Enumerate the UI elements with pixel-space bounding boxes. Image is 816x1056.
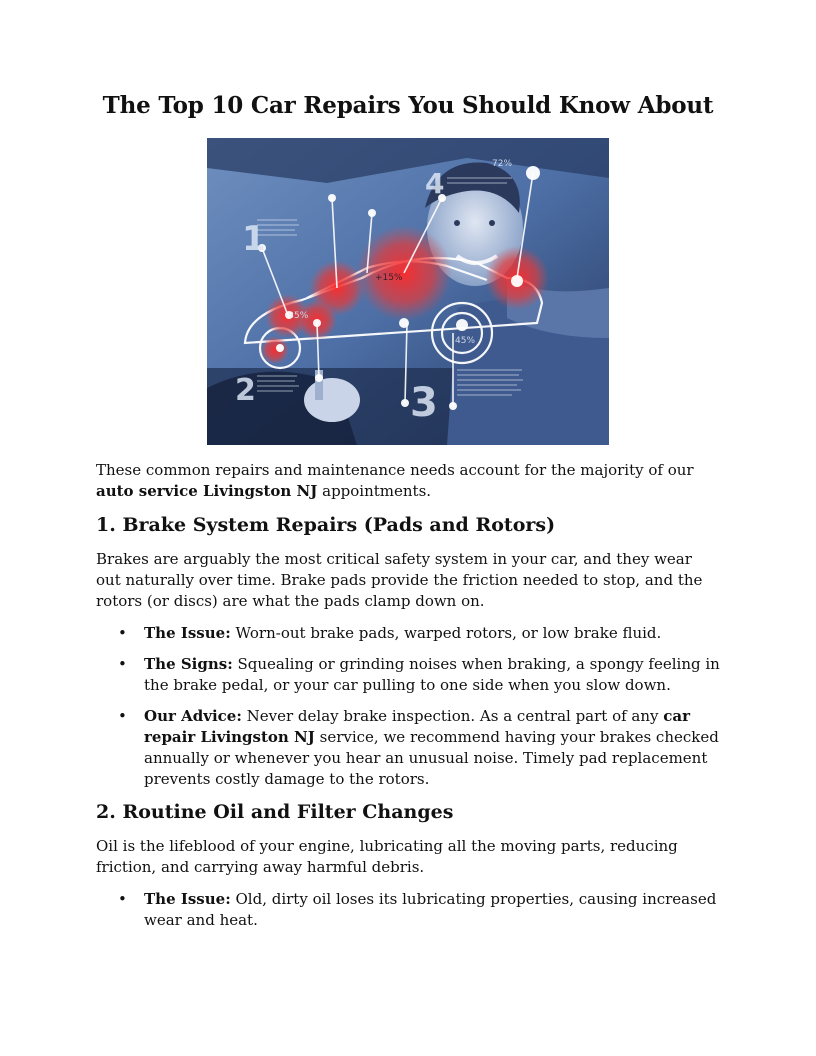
bullet-text: Never delay brake inspection. As a central part of any <box>241 707 664 725</box>
section-heading-brakes: 1. Brake System Repairs (Pads and Rotors) <box>96 514 556 536</box>
list-item <box>96 623 720 644</box>
oil-bullet-list <box>96 889 720 931</box>
bullet-label: The Signs: <box>144 655 233 673</box>
section-heading-oil: 2. Routine Oil and Filter Changes <box>96 801 454 823</box>
section-paragraph-oil: Oil is the lifeblood of your engine, lubricating all the moving parts, reducing friction, and carrying away harmful debris. <box>96 837 678 876</box>
overlay-number-2: 2 <box>235 373 256 408</box>
page-title: The Top 10 Car Repairs You Should Know About <box>102 92 714 119</box>
hero-image <box>207 138 609 445</box>
overlay-number-1: 1 <box>242 219 266 259</box>
article-body <box>96 460 720 941</box>
intro-text-end: appointments. <box>317 482 432 500</box>
mechanic-car-diagnostics-image <box>207 138 609 445</box>
intro-paragraph <box>96 460 720 502</box>
intro-keyword: auto service Livingston NJ <box>96 482 318 500</box>
section-paragraph-brakes: Brakes are arguably the most critical safety system in your car, and they wear out naturally over time. Brake pads provide the friction needed to stop, and the rotors (or discs) are what the pads clamp down on. <box>96 550 703 610</box>
bullet-text: Old, dirty oil loses its lubricating properties, causing increased wear and heat. <box>144 890 717 929</box>
bullet-label: Our Advice: <box>144 707 242 725</box>
overlay-number-3: 3 <box>410 380 438 426</box>
bullet-text: Worn-out brake pads, warped rotors, or low brake fluid. <box>230 624 662 642</box>
overlay-percent-3: 45% <box>455 336 476 346</box>
overlay-percent-2: 72% <box>492 159 513 169</box>
bullet-text: Squealing or grinding noises when braking, a spongy feeling in the brake pedal, or your car pulling to one side when you slow down. <box>144 655 720 694</box>
bullet-text-end: service, we recommend having your brakes checked annually or whenever you hear an unusual noise. Timely pad replacement prevents costly damage to the rotors. <box>144 728 719 788</box>
intro-text: These common repairs and maintenance needs account for the majority of our <box>96 461 694 479</box>
list-item <box>96 889 720 931</box>
bullet-keyword: car repair Livingston NJ <box>144 707 691 746</box>
bullet-label: The Issue: <box>144 624 231 642</box>
brakes-bullet-list <box>96 623 720 790</box>
overlay-percent-1: +15% <box>375 273 403 283</box>
list-item <box>96 654 720 696</box>
bullet-label: The Issue: <box>144 890 231 908</box>
overlay-percent-4: -35% <box>285 311 309 321</box>
list-item <box>96 706 720 790</box>
overlay-number-4: 4 <box>425 167 445 200</box>
